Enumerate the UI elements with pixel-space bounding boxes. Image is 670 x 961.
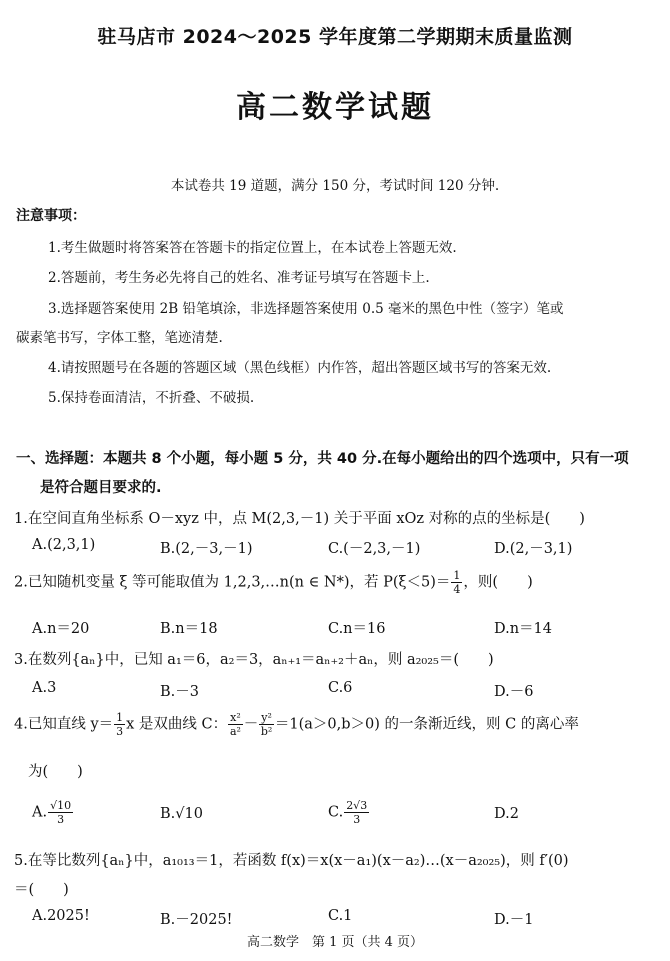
question-4-stem-mid: x 是双曲线 C： bbox=[126, 716, 228, 733]
question-3-option-d: D.－6 bbox=[494, 684, 534, 700]
notice-item-2: 2.答题前，考生务必先将自己的姓名、准考证号填写在答题卡上. bbox=[48, 270, 430, 286]
question-2-fraction-num: 1 bbox=[453, 569, 461, 582]
notice-item-4: 4.请按照题号在各题的答题区域（黑色线框）内作答，超出答题区域书写的答案无效. bbox=[48, 360, 552, 376]
question-3-option-b: B.－3 bbox=[160, 684, 199, 700]
page-footer: 高二数学 第 1 页（共 4 页） bbox=[246, 935, 424, 950]
question-4-slope-num: 1 bbox=[116, 711, 124, 724]
question-5-option-d: D.－1 bbox=[494, 912, 534, 928]
question-4-option-b: B.√10 bbox=[160, 806, 203, 822]
question-4-option-a bbox=[32, 800, 74, 825]
section-heading: 一、选择题：本题共 8 个小题，每小题 5 分，共 40 分.在每小题给出的四个选项中，只有一项 bbox=[16, 451, 629, 467]
question-4-option-a-num: √10 bbox=[50, 799, 72, 812]
question-2-fraction-den: 4 bbox=[453, 583, 461, 596]
question-4-option-c-num: 2√3 bbox=[346, 799, 368, 812]
question-5-option-c: C.1 bbox=[328, 908, 353, 924]
question-4-option-c-fraction bbox=[344, 800, 369, 825]
question-5-option-a: A.2025! bbox=[32, 908, 90, 924]
question-4-stem-text: 4.已知直线 y＝ bbox=[14, 716, 114, 733]
question-5-stem: 5.在等比数列{aₙ}中，a₁₀₁₃＝1，若函数 f(x)＝x(x－a₁)(x－a₂)…(x－a₂₀₂₅)，则 f′(0) bbox=[14, 853, 569, 869]
question-4-minus: － bbox=[243, 716, 259, 733]
question-4-y-num: y² bbox=[261, 711, 272, 724]
question-3-option-c: C.6 bbox=[328, 680, 353, 696]
question-4-option-c bbox=[328, 800, 370, 825]
question-4-x-num: x² bbox=[230, 711, 241, 724]
question-4-y-fraction bbox=[259, 712, 274, 737]
question-4-stem-cont: 为( ) bbox=[28, 764, 83, 780]
notice-item-3: 3.选择题答案使用 2B 铅笔填涂，非选择题答案使用 0.5 毫米的黑色中性（签字）笔或 bbox=[48, 301, 564, 317]
question-2-fraction bbox=[451, 570, 462, 595]
question-4-slope-fraction bbox=[114, 712, 125, 737]
question-4-x-den: a² bbox=[229, 725, 241, 738]
question-1-stem: 1.在空间直角坐标系 O－xyz 中，点 M(2,3,－1) 关于平面 xOz 对称的点的坐标是( ) bbox=[14, 511, 585, 527]
notice-item-3-cont: 碳素笔书写，字体工整，笔迹清楚. bbox=[16, 330, 223, 346]
question-1-option-b: B.(2,－3,－1) bbox=[160, 541, 253, 557]
question-2-option-c: C.n＝16 bbox=[328, 621, 386, 637]
question-4-stem bbox=[14, 712, 579, 737]
question-4-option-a-label: A. bbox=[32, 804, 48, 821]
question-4-x-fraction bbox=[228, 712, 243, 737]
section-heading-cont: 是符合题目要求的. bbox=[40, 480, 162, 496]
question-5-stem-cont: ＝( ) bbox=[14, 882, 69, 898]
question-4-option-c-den: 3 bbox=[353, 813, 361, 826]
exam-intro: 本试卷共 19 道题，满分 150 分，考试时间 120 分钟. bbox=[170, 178, 500, 194]
question-2-option-a: A.n＝20 bbox=[32, 621, 90, 637]
question-2-stem bbox=[14, 570, 533, 595]
question-2-option-b: B.n＝18 bbox=[160, 621, 218, 637]
question-2-stem-tail: ，则( ) bbox=[463, 574, 533, 591]
question-4-option-a-fraction bbox=[48, 800, 73, 825]
question-3-stem: 3.在数列{aₙ}中，已知 a₁＝6，a₂＝3，aₙ₊₁＝aₙ₊₂＋aₙ，则 a₂₀₂₅＝( ) bbox=[14, 652, 494, 668]
question-1-option-a: A.(2,3,1) bbox=[32, 537, 96, 553]
question-1-option-c: C.(－2,3,－1) bbox=[328, 541, 421, 557]
exam-title: 高二数学试题 bbox=[236, 90, 434, 125]
question-4-stem-tail: ＝1(a＞0,b＞0) 的一条渐近线，则 C 的离心率 bbox=[274, 716, 579, 733]
notice-item-5: 5.保持卷面清洁，不折叠、不破损. bbox=[48, 390, 255, 406]
notice-heading: 注意事项： bbox=[16, 208, 86, 224]
notice-item-1: 1.考生做题时将答案答在答题卡的指定位置上，在本试卷上答题无效. bbox=[48, 240, 457, 256]
question-4-slope-den: 3 bbox=[116, 725, 124, 738]
question-4-y-den: b² bbox=[260, 725, 273, 738]
question-2-option-d: D.n＝14 bbox=[494, 621, 553, 637]
question-4-option-a-den: 3 bbox=[57, 813, 65, 826]
question-2-stem-text: 2.已知随机变量 ξ 等可能取值为 1,2,3,…n(n ∈ N*)，若 P(ξ＜5)＝ bbox=[14, 574, 451, 591]
question-4-option-d: D.2 bbox=[494, 806, 519, 822]
question-5-option-b: B.－2025! bbox=[160, 912, 233, 928]
question-1-option-d: D.(2,－3,1) bbox=[494, 541, 573, 557]
question-4-option-c-label: C. bbox=[328, 804, 344, 821]
exam-header: 驻马店市 2024～2025 学年度第二学期期末质量监测 bbox=[97, 26, 573, 48]
question-3-option-a: A.3 bbox=[32, 680, 57, 696]
